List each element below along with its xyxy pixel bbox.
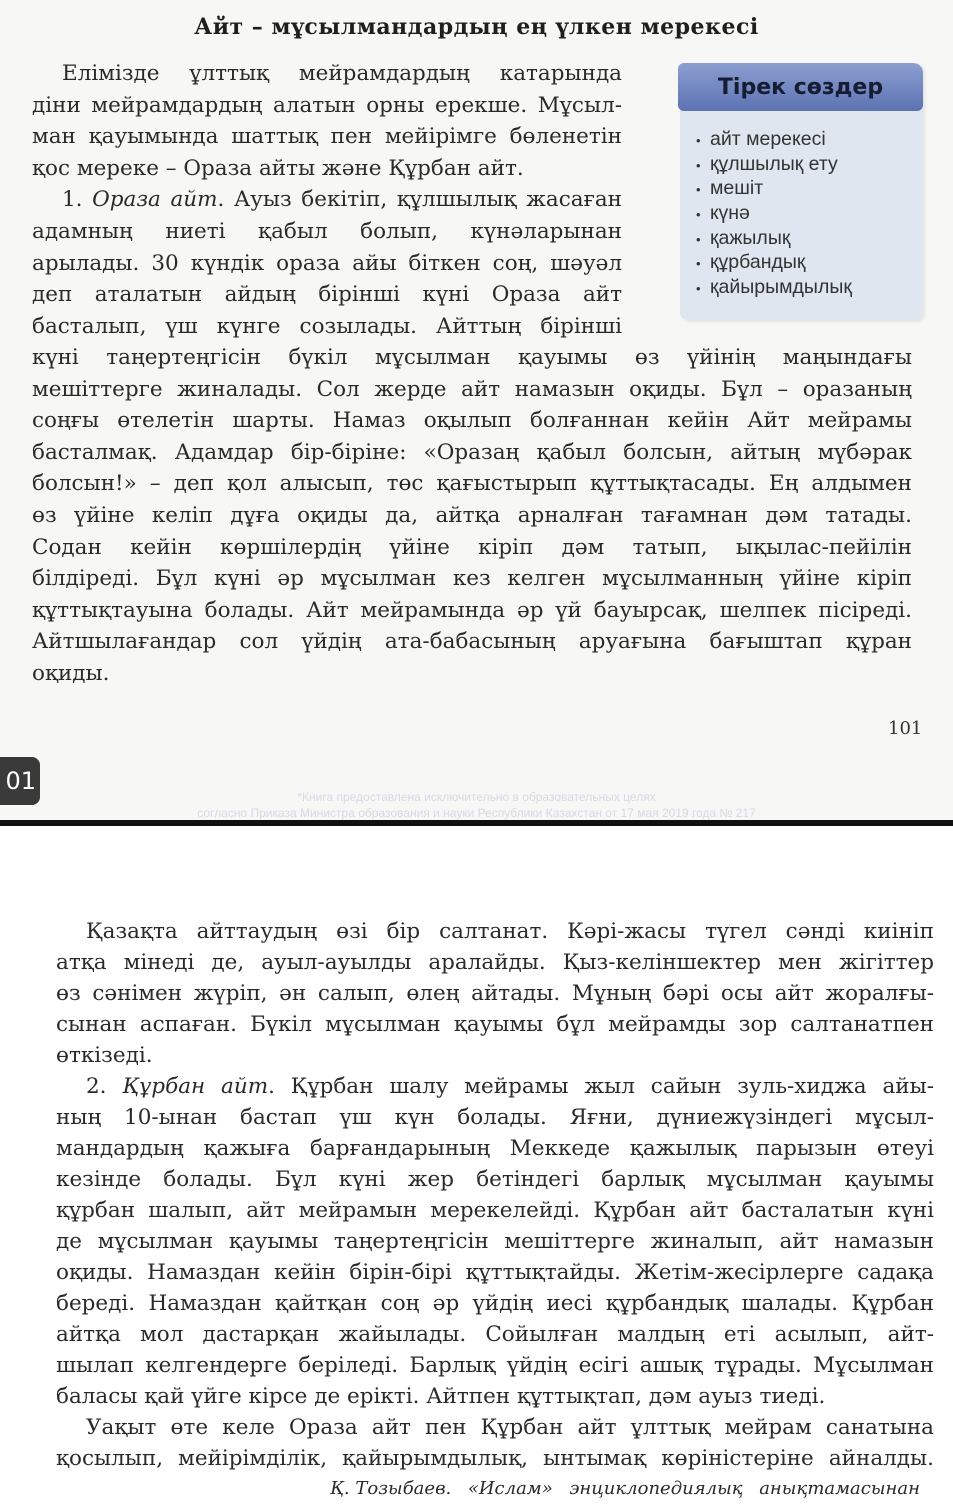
key-word: күнә xyxy=(710,202,750,225)
key-word: қайырымдылық xyxy=(710,276,852,299)
text-line: соңғы өтелетін шарты. Намаз оқылып болғаннан кейін Айт мейрамы xyxy=(32,408,912,434)
text-line: Содан кейін көршілердің үйіне кіріп дәм татып, ықылас-пейілін xyxy=(32,534,912,560)
text-line: мешіттерге жиналады. Сол жерде айт намазын оқиды. Бұл – оразаның xyxy=(32,376,912,402)
text-line: өткізеді. xyxy=(56,1043,153,1068)
item1-first-line xyxy=(32,184,622,216)
text-line: Айтшылағандар сол үйдің ата-бабасының аруағына бағыштап құран xyxy=(32,629,912,655)
page-title: Айт – мұсылмандардың ең үлкен мерекесі xyxy=(194,14,759,40)
disclaimer-watermark: согласно Приказа Министра образования и науки Республики Казахстан от 17 мая 2019 года № 217 xyxy=(197,806,756,820)
key-words-box xyxy=(680,63,923,320)
text-line: құрбан шалып, айт мейрамын мерекелейді. Құрбан айт басталатын күні xyxy=(56,1198,934,1223)
text-fragment: . Құрбан шалу мейрамы жыл сайын зуль-хиджа айы- xyxy=(268,1074,934,1099)
text-line: басталмақ. Адамдар бір-біріне: «Оразаң қабыл болсын, айтың мүбәрак xyxy=(32,439,912,465)
text-line: атқа мінеді де, ауыл-ауылды аралайды. Қыз-келіншектер мен жігіттер xyxy=(56,950,934,975)
text-line: оқиды. Намаздан кейін бірін-бірі құттықтайды. Жетім-жесірлерге садақа xyxy=(56,1260,934,1285)
list-item xyxy=(696,152,852,177)
source-suffix: анықтамасынан xyxy=(759,1478,920,1499)
key-word: айт мерекесі xyxy=(710,128,826,150)
list-item xyxy=(696,176,852,201)
text-line: баласы қай үйге кірсе де ерікті. Айтпен құттықтап, дәм ауыз тиеді. xyxy=(56,1384,826,1409)
source-type: энциклопедиялық xyxy=(569,1478,743,1499)
text-line: ның 10-ынан бастап үш күн болады. Яғни, дүниежүзіндегі мұсыл- xyxy=(56,1105,934,1130)
text-line: Уақыт өте келе Ораза айт пен Құрбан айт ұлттық мейрам санатына xyxy=(86,1415,934,1440)
bullet-icon: • xyxy=(696,207,701,223)
text-line: адамның ниеті қабыл болып, күнәларынан xyxy=(32,218,622,244)
source-author: Қ. Тозыбаев. xyxy=(330,1478,452,1499)
key-word: мешіт xyxy=(710,177,764,200)
item1-term: Ораза айт xyxy=(92,187,218,213)
bullet-icon: • xyxy=(696,231,701,247)
text-line: сынан аспаған. Бүкіл мұсылман қауымы бұл мейрамды зор салтанатпен xyxy=(56,1012,934,1037)
key-words-list xyxy=(696,127,852,300)
text-line: басталып, үш күнге созылады. Айттың бірінші xyxy=(32,313,622,339)
item-number: 2. xyxy=(86,1074,107,1099)
text-fragment: . Ауыз бекітіп, құлшылық жасаған xyxy=(217,187,622,213)
page2-paragraphs xyxy=(56,916,934,1474)
bullet-icon: • xyxy=(696,133,701,148)
key-words-heading: Тірек сөздер xyxy=(678,63,923,111)
text-line: өз сәнімен жүріп, ән салып, өлең айтады. Мұның бәрі осы айт жоралғы- xyxy=(56,981,934,1006)
list-item xyxy=(696,250,852,275)
textbook-page-102 xyxy=(0,826,953,1511)
text-line: деп аталатын айдың бірінші күні Ораза айт xyxy=(32,282,622,308)
list-item xyxy=(696,201,852,226)
intro-paragraph xyxy=(32,58,622,342)
page-tab-label: 01 xyxy=(0,757,40,805)
source-title: «Ислам» xyxy=(467,1478,553,1499)
text-line: ман қауымында шаттық пен мейірімге бөленетін xyxy=(32,124,622,150)
bullet-icon: • xyxy=(696,281,701,297)
text-line: қосылып, мейірімділік, қайырымдылық, ынтымақ көріністеріне айналды. xyxy=(56,1446,934,1471)
text-line: күні таңертеңгісін бүкіл мұсылман қауымы өз үйінің маңындағы xyxy=(32,345,912,370)
text-line: білдіреді. Бұл күні әр мұсылман кез келген мұсылманның үйіне кіріп xyxy=(32,566,912,592)
source-citation xyxy=(330,1478,920,1499)
disclaimer-watermark: *Книга предоставлена исключительно в образовательных целях xyxy=(297,790,656,804)
list-item xyxy=(696,226,852,251)
key-word: құрбандық xyxy=(710,251,806,274)
bullet-icon: • xyxy=(696,256,701,272)
text-line: оқиды. xyxy=(32,660,110,686)
page-number: 101 xyxy=(888,718,923,739)
text-line: болсын!» – деп қол алысып, төс қағыстырып құттықтасады. Ең алдымен xyxy=(32,471,912,497)
text-line: қос мереке – Ораза айты және Құрбан айт. xyxy=(32,155,524,181)
bullet-icon: • xyxy=(696,182,701,198)
bullet-icon: • xyxy=(696,157,701,173)
item2-first-line xyxy=(56,1071,934,1102)
text-line: өз үйіне келіп дұға оқиды да, айтқа арналған тағамнан дәм татады. xyxy=(32,502,912,528)
text-line: де мұсылман қауымы таңертеңгісін мешіттерге жиналып, айт намазын xyxy=(56,1229,934,1254)
item2-term: Құрбан айт xyxy=(122,1074,269,1099)
text-line: айтқа мол дастарқан жайылады. Сойылған малдың еті асылып, айт- xyxy=(56,1322,934,1347)
key-word: қажылық xyxy=(710,226,791,249)
text-line: кезінде болады. Бұл күні жер бетіндегі барлық мұсылман қауымы xyxy=(56,1167,934,1192)
text-line: арылады. 30 күндік ораза айы біткен соң, шәуәл xyxy=(32,250,622,276)
text-line: мандардың қажыға барғандарының Меккеде қажылық парызын өтеуі xyxy=(56,1136,934,1161)
text-line: шылап келгендерге беріледі. Барлық үйдің есігі ашық тұрады. Мұсылман xyxy=(56,1353,934,1378)
item-number: 1. xyxy=(62,187,83,213)
ораза-айт-paragraph xyxy=(32,342,912,690)
text-line: береді. Намаздан қайтқан соң әр үйдің иесі құрбандық шалады. Құрбан xyxy=(56,1291,934,1316)
text-line: діни мейрамдардың алатын орны ерекше. Мұсыл- xyxy=(32,92,622,118)
text-line: Елімізде ұлттық мейрамдардың катарында xyxy=(62,61,622,86)
text-line: Қазақта айттаудың өзі бір салтанат. Кәрі-жасы түгел сәнді киініп xyxy=(86,919,934,944)
text-line: құттықтауына болады. Айт мейрамында әр үй бауырсақ, шелпек пісіреді. xyxy=(32,597,912,623)
list-item xyxy=(696,275,852,300)
key-word: құлшылық ету xyxy=(710,152,838,175)
list-item xyxy=(696,127,852,152)
